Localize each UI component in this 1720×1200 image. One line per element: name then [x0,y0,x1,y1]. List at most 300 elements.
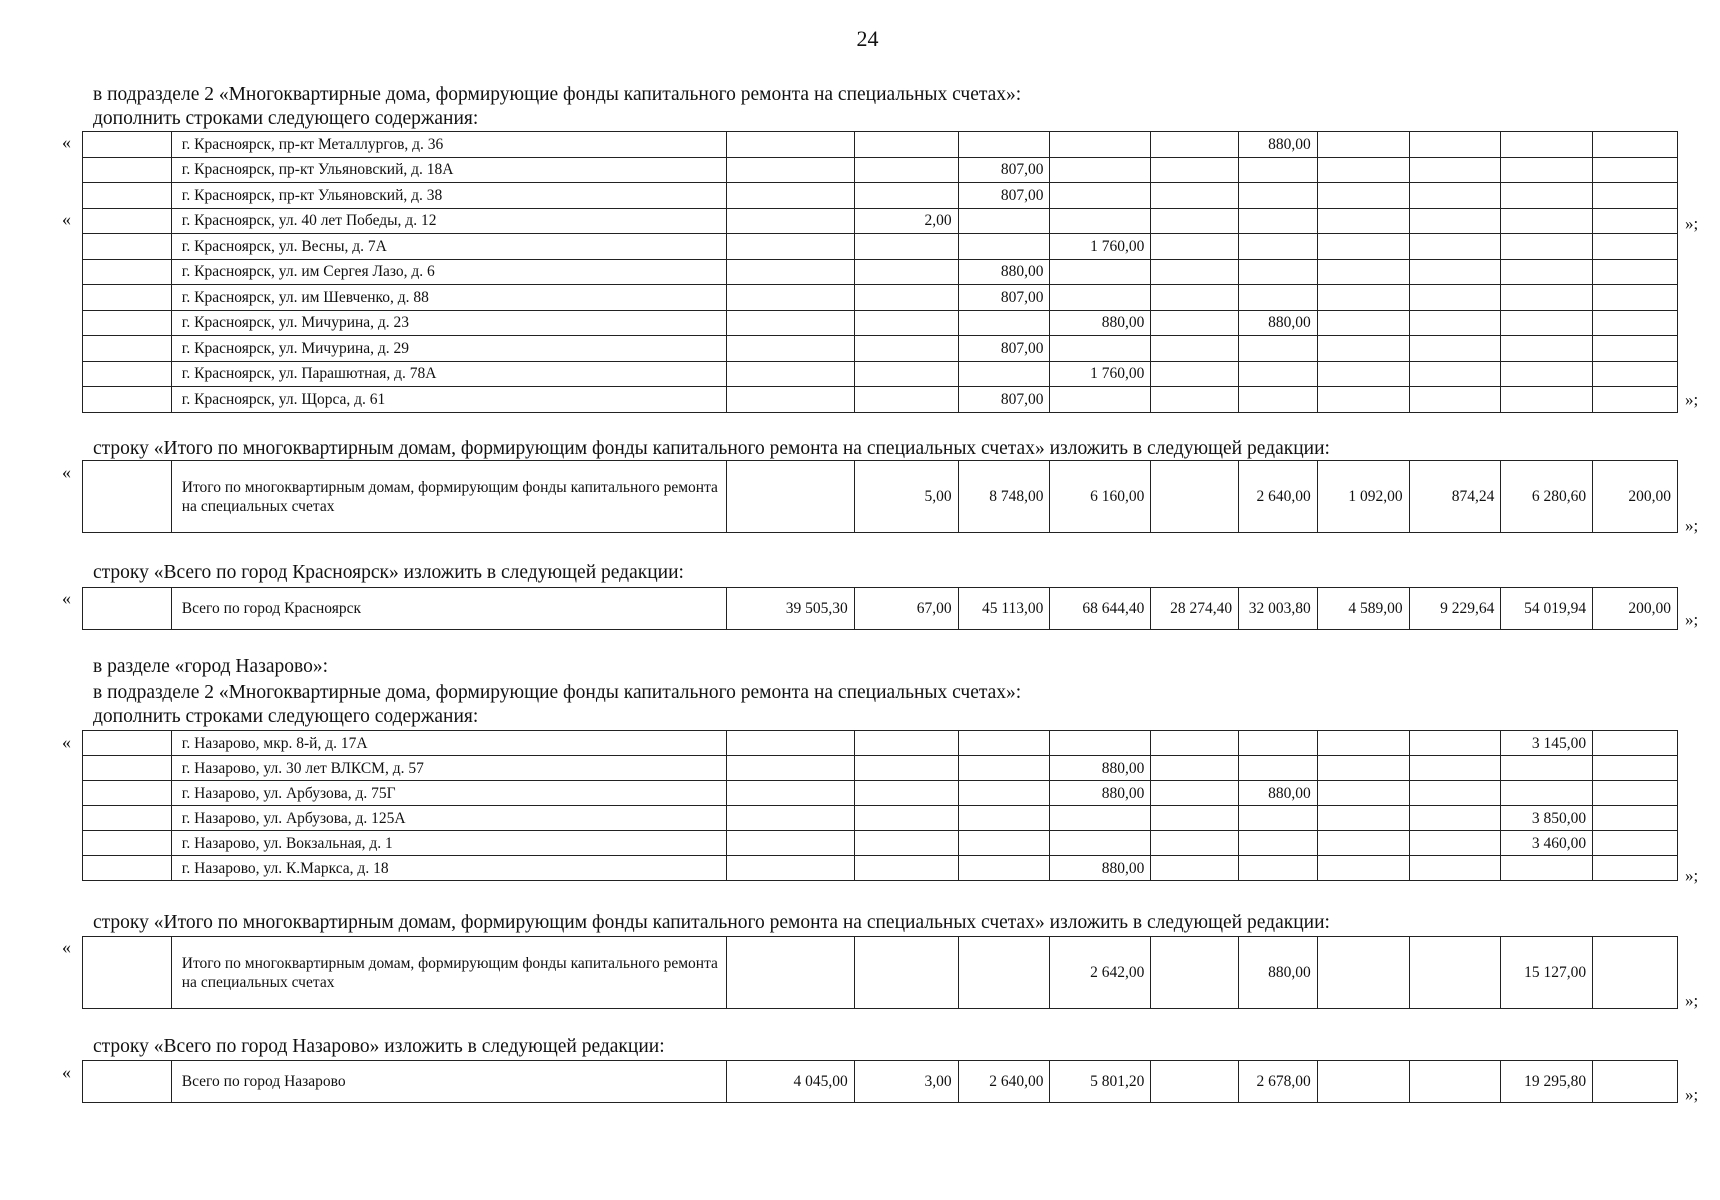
open-quote-mark: « [62,462,71,482]
value-cell [958,731,1050,756]
table-itogo-krasnoyarsk [82,460,1678,533]
paragraph-add-rows-nazarovo: дополнить строками следующего содержания: [93,706,479,727]
value-cell [726,157,854,183]
value-cell [1501,234,1593,260]
value-cell [1409,831,1501,856]
value-cell [958,937,1050,1009]
value-cell [1317,806,1409,831]
value-cell [726,259,854,285]
value-cell [1151,157,1239,183]
table-row [83,183,1678,209]
value-cell: 4 589,00 [1317,588,1409,630]
address-cell: г. Красноярск, пр-кт Ульяновский, д. 18А [171,157,726,183]
address-cell: г. Красноярск, ул. Весны, д. 7А [171,234,726,260]
value-cell [1050,285,1151,311]
value-cell [1501,285,1593,311]
value-cell [1501,310,1593,336]
value-cell [854,234,958,260]
address-cell: г. Красноярск, ул. Мичурина, д. 29 [171,336,726,362]
value-cell [854,361,958,387]
value-cell [958,310,1050,336]
value-cell [1593,336,1678,362]
value-cell [1151,285,1239,311]
value-cell: 880,00 [1239,781,1318,806]
address-cell: г. Красноярск, ул. им Сергея Лазо, д. 6 [171,259,726,285]
value-cell: 68 644,40 [1050,588,1151,630]
value-cell [1409,387,1501,413]
value-cell [83,183,172,209]
value-cell [1050,336,1151,362]
value-cell [83,157,172,183]
table-row [83,336,1678,362]
value-cell [726,461,854,533]
value-cell [1317,387,1409,413]
value-cell [1501,208,1593,234]
value-cell [1317,831,1409,856]
value-cell: 9 229,64 [1409,588,1501,630]
value-cell [1151,756,1239,781]
value-cell [83,756,172,781]
table-row [83,208,1678,234]
address-cell: г. Назарово, ул. Арбузова, д. 125А [171,806,726,831]
value-cell [1317,259,1409,285]
value-cell [83,387,172,413]
address-cell: г. Красноярск, ул. Парашютная, д. 78А [171,361,726,387]
value-cell [726,310,854,336]
value-cell: 880,00 [1050,781,1151,806]
value-cell [83,781,172,806]
value-cell [1050,132,1151,158]
value-cell [726,781,854,806]
table-row [83,731,1678,756]
value-cell: 880,00 [1050,756,1151,781]
value-cell [1409,208,1501,234]
value-cell: 54 019,94 [1501,588,1593,630]
value-cell [1151,781,1239,806]
value-cell [958,856,1050,881]
value-cell: 880,00 [1239,132,1318,158]
close-quote-mark: »; [1685,991,1699,1010]
value-cell [1501,756,1593,781]
value-cell [1317,310,1409,336]
value-cell [1501,183,1593,209]
value-cell [1593,234,1678,260]
table-row [83,361,1678,387]
value-cell [83,336,172,362]
close-quote-mark: »; [1685,866,1699,885]
value-cell [1050,387,1151,413]
value-cell [83,831,172,856]
value-cell: 32 003,80 [1239,588,1318,630]
value-cell [1239,756,1318,781]
value-cell [1239,208,1318,234]
value-cell [1317,781,1409,806]
value-cell [1239,831,1318,856]
value-cell: 6 280,60 [1501,461,1593,533]
value-cell [1593,310,1678,336]
close-quote-mark: »; [1685,214,1699,233]
paragraph-vsego-krasnoyarsk: строку «Всего по город Красноярск» изложить в следующей редакции: [93,562,684,583]
value-cell [1239,806,1318,831]
value-cell [1151,1061,1239,1103]
table-row [83,831,1678,856]
close-quote-mark: »; [1685,516,1699,535]
value-cell [1593,183,1678,209]
value-cell [1239,361,1318,387]
value-cell: 880,00 [1239,937,1318,1009]
value-cell [1317,731,1409,756]
value-cell [1151,831,1239,856]
close-quote-mark: »; [1685,390,1699,409]
value-cell [1593,157,1678,183]
open-quote-mark: « [62,132,71,152]
value-cell [1239,336,1318,362]
table-row [83,806,1678,831]
value-cell [1317,937,1409,1009]
table-row [83,285,1678,311]
value-cell [1593,361,1678,387]
value-cell [1409,157,1501,183]
value-cell [83,731,172,756]
value-cell [854,183,958,209]
value-cell [854,259,958,285]
table-row [83,1061,1678,1103]
value-cell [1409,336,1501,362]
address-cell: г. Назарово, ул. К.Маркса, д. 18 [171,856,726,881]
value-cell [726,208,854,234]
value-cell [1409,234,1501,260]
value-cell [726,856,854,881]
value-cell [958,781,1050,806]
value-cell: 200,00 [1593,461,1678,533]
value-cell [1501,361,1593,387]
value-cell [958,234,1050,260]
value-cell [1409,132,1501,158]
value-cell [726,806,854,831]
value-cell [1151,387,1239,413]
value-cell [1409,361,1501,387]
value-cell [1593,208,1678,234]
value-cell [1593,387,1678,413]
address-cell: г. Назарово, ул. Арбузова, д. 75Г [171,781,726,806]
open-quote-mark: « [62,732,71,752]
value-cell [83,937,172,1009]
address-cell: г. Назарово, ул. Вокзальная, д. 1 [171,831,726,856]
value-cell [726,183,854,209]
paragraph-itogo-krasnoyarsk: строку «Итого по многоквартирным домам, формирующим фонды капитального ремонта на специальных счетах» изложить в следующей редакции: [93,438,1330,459]
address-cell: г. Красноярск, ул. Щорса, д. 61 [171,387,726,413]
page-number: 24 [856,26,879,51]
table-row [83,387,1678,413]
value-cell [726,387,854,413]
value-cell [1239,157,1318,183]
address-cell: г. Красноярск, пр-кт Металлургов, д. 36 [171,132,726,158]
value-cell [1151,208,1239,234]
table-nazarovo-added-rows [82,730,1678,881]
value-cell [958,208,1050,234]
paragraph-subsection-2-nazarovo: в подразделе 2 «Многоквартирные дома, формирующие фонды капитального ремонта на специальных счетах»: [93,682,1022,703]
value-cell: 67,00 [854,588,958,630]
value-cell [854,731,958,756]
paragraph-itogo-nazarovo: строку «Итого по многоквартирным домам, формирующим фонды капитального ремонта на специальных счетах» изложить в следующей редакции: [93,912,1330,933]
value-cell: 3 460,00 [1501,831,1593,856]
value-cell [83,285,172,311]
value-cell [83,310,172,336]
value-cell [1409,856,1501,881]
value-cell [83,132,172,158]
table-vsego-nazarovo [82,1060,1678,1103]
table-row [83,937,1678,1009]
value-cell [726,756,854,781]
value-cell: 3 145,00 [1501,731,1593,756]
value-cell [1409,259,1501,285]
value-cell [1501,781,1593,806]
value-cell [1317,336,1409,362]
value-cell: 874,24 [1409,461,1501,533]
value-cell [1501,387,1593,413]
value-cell [854,336,958,362]
paragraph-add-rows: дополнить строками следующего содержания: [93,108,479,129]
value-cell [854,756,958,781]
value-cell [1239,387,1318,413]
value-cell [726,937,854,1009]
value-cell: 19 295,80 [1501,1061,1593,1103]
value-cell: 8 748,00 [958,461,1050,533]
value-cell [854,285,958,311]
value-cell [1151,234,1239,260]
value-cell [1151,132,1239,158]
value-cell [83,806,172,831]
value-cell [1151,310,1239,336]
value-cell [726,831,854,856]
value-cell [1409,1061,1501,1103]
value-cell: 4 045,00 [726,1061,854,1103]
value-cell [1501,157,1593,183]
value-cell [854,831,958,856]
address-cell: Итого по многоквартирным домам, формирующим фонды капитального ремонта на специальных счетах [171,461,726,533]
value-cell: 28 274,40 [1151,588,1239,630]
value-cell [854,387,958,413]
value-cell [1317,132,1409,158]
value-cell [83,856,172,881]
table-vsego-krasnoyarsk [82,587,1678,630]
value-cell: 807,00 [958,336,1050,362]
value-cell [1409,806,1501,831]
value-cell: 880,00 [1050,856,1151,881]
value-cell: 2 640,00 [958,1061,1050,1103]
value-cell [1239,183,1318,209]
value-cell: 3 850,00 [1501,806,1593,831]
value-cell [958,361,1050,387]
value-cell: 5 801,20 [1050,1061,1151,1103]
value-cell [83,259,172,285]
table-krasnoyarsk-added-rows [82,131,1678,413]
value-cell [1317,856,1409,881]
value-cell [854,132,958,158]
address-cell: Всего по город Красноярск [171,588,726,630]
value-cell [726,234,854,260]
value-cell [1050,259,1151,285]
value-cell [1409,285,1501,311]
address-cell: г. Красноярск, пр-кт Ульяновский, д. 38 [171,183,726,209]
value-cell: 807,00 [958,387,1050,413]
value-cell [1501,132,1593,158]
table-row [83,259,1678,285]
value-cell [83,461,172,533]
value-cell [1050,183,1151,209]
value-cell [1593,781,1678,806]
value-cell [1593,259,1678,285]
value-cell: 15 127,00 [1501,937,1593,1009]
value-cell [958,831,1050,856]
value-cell [854,937,958,1009]
value-cell [1151,361,1239,387]
close-quote-mark: »; [1685,1085,1699,1104]
open-quote-mark: « [62,209,71,229]
value-cell [1239,731,1318,756]
open-quote-mark: « [62,937,71,957]
value-cell [1593,285,1678,311]
value-cell [1317,183,1409,209]
value-cell [958,132,1050,158]
value-cell [1409,183,1501,209]
value-cell [854,856,958,881]
value-cell [1409,937,1501,1009]
value-cell [1317,756,1409,781]
address-cell: г. Красноярск, ул. Мичурина, д. 23 [171,310,726,336]
address-cell: г. Назарово, мкр. 8-й, д. 17А [171,731,726,756]
value-cell [1409,781,1501,806]
table-row [83,132,1678,158]
table-row [83,856,1678,881]
address-cell: г. Красноярск, ул. им Шевченко, д. 88 [171,285,726,311]
paragraph-vsego-nazarovo: строку «Всего по город Назарово» изложить в следующей редакции: [93,1036,665,1057]
value-cell [1593,1061,1678,1103]
value-cell [83,588,172,630]
address-cell: г. Назарово, ул. 30 лет ВЛКСМ, д. 57 [171,756,726,781]
value-cell: 880,00 [1239,310,1318,336]
value-cell [1501,856,1593,881]
value-cell [958,756,1050,781]
value-cell [1409,756,1501,781]
value-cell [1151,183,1239,209]
value-cell: 39 505,30 [726,588,854,630]
value-cell [1593,731,1678,756]
close-quote-mark: »; [1685,610,1699,629]
value-cell [1050,208,1151,234]
value-cell [1151,731,1239,756]
value-cell [1317,1061,1409,1103]
address-cell: Всего по город Назарово [171,1061,726,1103]
value-cell [1593,937,1678,1009]
value-cell [854,310,958,336]
value-cell [1317,157,1409,183]
value-cell [1409,310,1501,336]
value-cell [1317,234,1409,260]
value-cell: 1 092,00 [1317,461,1409,533]
value-cell [1317,361,1409,387]
value-cell [1409,731,1501,756]
value-cell [1239,234,1318,260]
value-cell: 1 760,00 [1050,361,1151,387]
value-cell: 5,00 [854,461,958,533]
table-row [83,157,1678,183]
value-cell [1239,285,1318,311]
value-cell: 3,00 [854,1061,958,1103]
value-cell: 6 160,00 [1050,461,1151,533]
value-cell [1317,208,1409,234]
value-cell [1239,856,1318,881]
value-cell [1593,756,1678,781]
value-cell: 880,00 [1050,310,1151,336]
value-cell [726,132,854,158]
address-cell: г. Красноярск, ул. 40 лет Победы, д. 12 [171,208,726,234]
value-cell: 880,00 [958,259,1050,285]
paragraph-section-nazarovo: в разделе «город Назарово»: [93,656,329,677]
open-quote-mark: « [62,588,71,608]
value-cell [726,336,854,362]
table-row [83,461,1678,533]
value-cell [854,806,958,831]
value-cell [83,208,172,234]
table-row [83,310,1678,336]
value-cell: 807,00 [958,285,1050,311]
value-cell: 1 760,00 [1050,234,1151,260]
value-cell [1593,806,1678,831]
value-cell [1050,806,1151,831]
address-cell: Итого по многоквартирным домам, формирующим фонды капитального ремонта на специальных счетах [171,937,726,1009]
value-cell [1151,806,1239,831]
value-cell [1593,831,1678,856]
value-cell [1050,831,1151,856]
value-cell [1593,132,1678,158]
value-cell: 2 678,00 [1239,1061,1318,1103]
table-row [83,756,1678,781]
table-row [83,781,1678,806]
value-cell [1151,937,1239,1009]
value-cell [83,234,172,260]
value-cell [1151,336,1239,362]
value-cell [854,157,958,183]
value-cell [1151,461,1239,533]
value-cell: 807,00 [958,183,1050,209]
paragraph-subsection-2-krasnoyarsk: в подразделе 2 «Многоквартирные дома, формирующие фонды капитального ремонта на специальных счетах»: [93,84,1022,105]
open-quote-mark: « [62,1062,71,1082]
value-cell [1050,157,1151,183]
table-itogo-nazarovo [82,936,1678,1009]
value-cell: 2 642,00 [1050,937,1151,1009]
value-cell [1050,731,1151,756]
table-row [83,234,1678,260]
table-row [83,588,1678,630]
value-cell [1239,259,1318,285]
value-cell [1317,285,1409,311]
value-cell [1593,856,1678,881]
value-cell [1501,336,1593,362]
value-cell: 45 113,00 [958,588,1050,630]
value-cell [1501,259,1593,285]
value-cell [83,361,172,387]
value-cell: 2 640,00 [1239,461,1318,533]
value-cell [726,285,854,311]
value-cell [854,781,958,806]
value-cell [958,806,1050,831]
value-cell [1151,856,1239,881]
value-cell: 2,00 [854,208,958,234]
value-cell [83,1061,172,1103]
value-cell: 807,00 [958,157,1050,183]
value-cell [726,361,854,387]
